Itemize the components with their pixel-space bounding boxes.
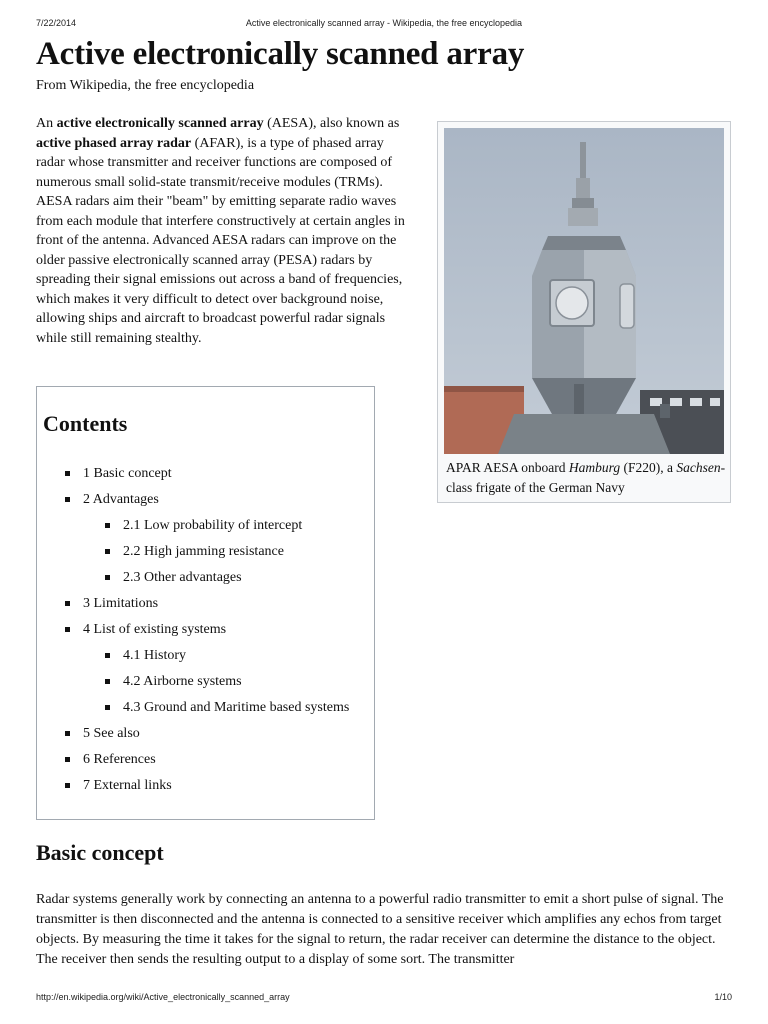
bullet-icon: [65, 731, 70, 736]
print-date: 7/22/2014: [36, 18, 77, 28]
toc-item[interactable]: 6 References: [37, 747, 374, 773]
bullet-icon: [65, 627, 70, 632]
toc-item[interactable]: 1 Basic concept: [37, 461, 374, 487]
bullet-icon: [105, 705, 110, 710]
toc-item[interactable]: 2.3 Other advantages: [37, 565, 374, 591]
print-footer: [36, 992, 732, 1006]
page-number: 1/10: [714, 992, 732, 1002]
table-of-contents: [36, 386, 375, 820]
ship-radar-photo[interactable]: [444, 128, 724, 454]
ship-name-link[interactable]: Hamburg: [568, 460, 621, 475]
print-url: http://en.wikipedia.org/wiki/Active_electronically_scanned_array: [36, 992, 290, 1002]
toc-item[interactable]: 4 List of existing systems: [37, 617, 374, 643]
infobox-caption: APAR AESA onboard Hamburg (F220), a Sachsen-class frigate of the German Navy: [446, 460, 726, 495]
bullet-icon: [65, 471, 70, 476]
toc-item[interactable]: 3 Limitations: [37, 591, 374, 617]
bullet-icon: [65, 783, 70, 788]
toc-item[interactable]: 4.3 Ground and Maritime based systems: [37, 695, 374, 721]
bullet-icon: [65, 497, 70, 502]
ship-class-link[interactable]: Sachsen: [676, 460, 721, 475]
bullet-icon: [105, 549, 110, 554]
toc-item[interactable]: 4.2 Airborne systems: [37, 669, 374, 695]
toc-title: Contents: [43, 411, 128, 436]
lead-paragraph: An active electronically scanned array (AESA), also known as active phased array radar (AFAR), is a type of phased array radar whose transmitter and receiver functions are composed of numerous small solid-state transmit/receive modules (TRMs). AESA radars aim their "beam" by emitting separate radio waves from each module that interfere constructively at certain angles in front of the antenna. Advanced AESA radars can improve on the older passive electronically scanned array (PESA) radars by spreading their signal emissions out across a band of frequencies, which makes it very difficult to detect over background noise, allowing ships and aircraft to broadcast powerful radar signals while still remaining stealthy.: [36, 116, 405, 346]
lead-term-aesa: active electronically scanned array: [56, 116, 264, 131]
toc-item[interactable]: 4.1 History: [37, 643, 374, 669]
infobox: [437, 121, 731, 503]
toc-item[interactable]: 2 Advantages: [37, 487, 374, 513]
page-title: Active electronically scanned array: [36, 36, 525, 72]
bullet-icon: [105, 575, 110, 580]
bullet-icon: [105, 679, 110, 684]
tagline: From Wikipedia, the free encyclopedia: [36, 78, 255, 93]
lead-term-afar: active phased array radar: [36, 135, 192, 151]
section-paragraph: Radar systems generally work by connecting an antenna to a powerful radio transmitter to emit a short pulse of signal. The transmitter is then disconnected and the antenna is connected to a sensitive receiver which amplifies any echos from target objects. By measuring the time it takes for the signal to return, the radar receiver can determine the distance to the object. The receiver then sends the resulting output to a display of some sort. The transmitter: [36, 892, 724, 967]
print-header-title: Active electronically scanned array - Wikipedia, the free encyclopedia: [245, 18, 523, 28]
bullet-icon: [65, 757, 70, 762]
toc-item[interactable]: 7 External links: [37, 773, 374, 799]
toc-item[interactable]: 5 See also: [37, 721, 374, 747]
section-heading-basic-concept: Basic concept: [36, 840, 164, 865]
bullet-icon: [65, 601, 70, 606]
bullet-icon: [105, 653, 110, 658]
toc-list: [37, 461, 374, 799]
print-header: [36, 18, 732, 32]
toc-item[interactable]: 2.2 High jamming resistance: [37, 539, 374, 565]
toc-item[interactable]: 2.1 Low probability of intercept: [37, 513, 374, 539]
bullet-icon: [105, 523, 110, 528]
